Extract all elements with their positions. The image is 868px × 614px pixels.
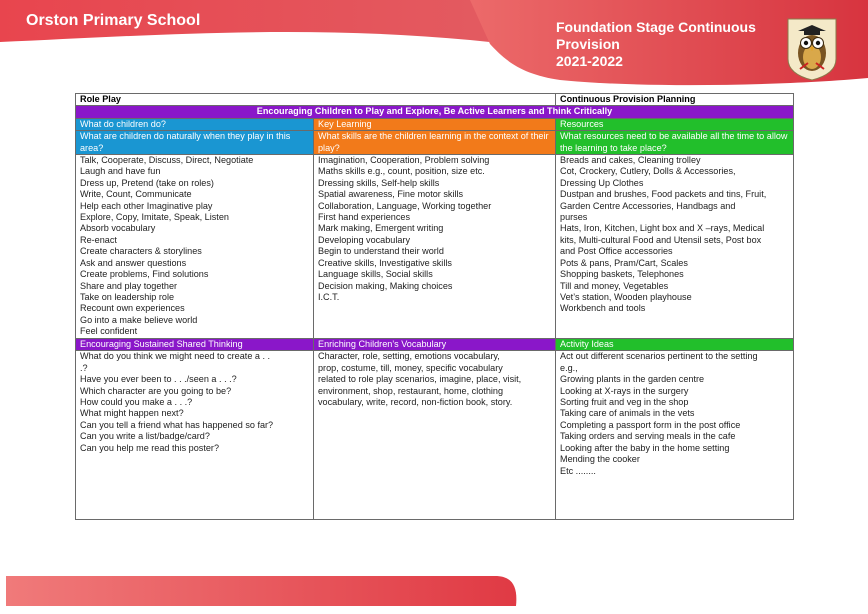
list-item: Character, role, setting, emotions vocabulary, xyxy=(318,351,500,362)
list-item: Vet’s station, Wooden playhouse xyxy=(560,291,692,302)
vocabulary-list xyxy=(318,351,551,408)
list-item: Share and play together xyxy=(80,280,178,291)
list-item: Mending the cooker xyxy=(560,454,640,465)
lower-headings-row xyxy=(76,339,794,351)
key-learning-list xyxy=(318,155,551,303)
list-item: Developing vocabulary xyxy=(318,234,411,245)
resources-list xyxy=(560,155,789,315)
key-learning-cell xyxy=(314,155,556,339)
question-resources: What resources need to be available all the time to allow the learning to take place? xyxy=(556,131,794,155)
list-item: purses xyxy=(560,212,588,223)
list-item: Ask and answer questions xyxy=(80,257,187,268)
list-item: Till and money, Vegetables xyxy=(560,280,669,291)
heading-resources: Resources xyxy=(556,118,794,130)
list-item: Go into a make believe world xyxy=(80,314,198,325)
list-item: kits, Multi-cultural Food and Utensil sets, Post box xyxy=(560,234,762,245)
provision-table xyxy=(75,93,794,520)
list-item: Growing plants in the garden centre xyxy=(560,374,705,385)
list-item: Have you ever been to . . ./seen a . . .? xyxy=(80,374,237,385)
list-item: How could you make a . . .? xyxy=(80,397,193,408)
banner-row xyxy=(76,106,794,118)
list-item: Take on leadership role xyxy=(80,291,175,302)
children-do-list xyxy=(80,155,309,338)
document-title xyxy=(556,19,756,70)
question-children-do: What are children do naturally when they play in this area? xyxy=(76,131,314,155)
list-item: Dressing Up Clothes xyxy=(560,177,644,188)
list-item: Create characters & storylines xyxy=(80,246,202,257)
list-item: e.g., xyxy=(560,362,578,373)
list-item: Hats, Iron, Kitchen, Light box and X –rays, Medical xyxy=(560,223,765,234)
question-key-learning: What skills are the children learning in the context of their play? xyxy=(314,131,556,155)
children-do-cell xyxy=(76,155,314,339)
list-item: Feel confident xyxy=(80,326,138,337)
list-item: What do you think we might need to create a . . xyxy=(80,351,271,362)
school-name: Orston Primary School xyxy=(26,12,201,29)
list-item: Begin to understand their world xyxy=(318,246,444,257)
list-item: Explore, Copy, Imitate, Speak, Listen xyxy=(80,212,229,223)
list-item: prop, costume, till, money, specific vocabulary xyxy=(318,362,503,373)
owl-logo-icon xyxy=(786,17,838,81)
list-item: Write, Count, Communicate xyxy=(80,189,192,200)
area-name: Role Play xyxy=(76,94,556,106)
list-item: Help each other Imaginative play xyxy=(80,200,213,211)
title-line-2: Provision xyxy=(556,36,620,52)
list-item: Cot, Crockery, Cutlery, Dolls & Accessories, xyxy=(560,166,736,177)
list-item: environment, shop, restaurant, home, clothing xyxy=(318,385,504,396)
activities-cell xyxy=(556,351,794,520)
list-item: Etc ........ xyxy=(560,465,596,476)
planning-label: Continuous Provision Planning xyxy=(556,94,794,106)
list-item: Looking at X-rays in the surgery xyxy=(560,385,689,396)
list-item: I.C.T. xyxy=(318,291,340,302)
shared-thinking-list xyxy=(80,351,309,454)
heading-children-do: What do children do? xyxy=(76,118,314,130)
list-item: Sorting fruit and veg in the shop xyxy=(560,397,689,408)
list-item: Recount own experiences xyxy=(80,303,185,314)
list-item: Workbench and tools xyxy=(560,303,646,314)
list-item: Act out different scenarios pertinent to the setting xyxy=(560,351,758,362)
activities-list xyxy=(560,351,789,476)
list-item: Collaboration, Language, Working together xyxy=(318,200,492,211)
list-item: Breads and cakes, Cleaning trolley xyxy=(560,155,701,166)
list-item: Laugh and have fun xyxy=(80,166,161,177)
list-item: Mark making, Emergent writing xyxy=(318,223,444,234)
list-item: and Post Office accessories xyxy=(560,246,673,257)
list-item: Garden Centre Accessories, Handbags and xyxy=(560,200,736,211)
list-item: What might happen next? xyxy=(80,408,184,419)
list-item: related to role play scenarios, imagine, place, visit, xyxy=(318,374,522,385)
table-title-row xyxy=(76,94,794,106)
list-item: Imagination, Cooperation, Problem solving xyxy=(318,155,490,166)
list-item: Taking care of animals in the vets xyxy=(560,408,695,419)
list-item: Can you tell a friend what has happened so far? xyxy=(80,419,274,430)
list-item: Decision making, Making choices xyxy=(318,280,453,291)
list-item: Can you help me read this poster? xyxy=(80,442,220,453)
list-item: Talk, Cooperate, Discuss, Direct, Negotiate xyxy=(80,155,254,166)
list-item: Taking orders and serving meals in the cafe xyxy=(560,431,736,442)
list-item: Maths skills e.g., count, position, size etc. xyxy=(318,166,485,177)
list-item: Re-enact xyxy=(80,234,117,245)
column-headings-row xyxy=(76,118,794,130)
list-item: Looking after the baby in the home setting xyxy=(560,442,730,453)
footer-bar xyxy=(0,572,520,606)
title-line-3: 2021-2022 xyxy=(556,53,623,69)
list-item: Dustpan and brushes, Food packets and tins, Fruit, xyxy=(560,189,767,200)
title-line-1: Foundation Stage Continuous xyxy=(556,19,756,35)
list-item: Dress up, Pretend (take on roles) xyxy=(80,177,214,188)
list-item: Spatial awareness, Fine motor skills xyxy=(318,189,464,200)
list-item: .? xyxy=(80,362,88,373)
list-item: Shopping baskets, Telephones xyxy=(560,269,684,280)
list-item: vocabulary, write, record, non-fiction book, story. xyxy=(318,397,513,408)
list-item: Create problems, Find solutions xyxy=(80,269,209,280)
list-item: First hand experiences xyxy=(318,212,410,223)
list-item: Pots & pans, Pram/Cart, Scales xyxy=(560,257,688,268)
list-item: Creative skills, Investigative skills xyxy=(318,257,452,268)
list-item: Can you write a list/badge/card? xyxy=(80,431,210,442)
list-item: Absorb vocabulary xyxy=(80,223,156,234)
list-item: Language skills, Social skills xyxy=(318,269,433,280)
heading-vocabulary: Enriching Children’s Vocabulary xyxy=(314,339,556,351)
heading-key-learning: Key Learning xyxy=(314,118,556,130)
list-item: Which character are you going to be? xyxy=(80,385,232,396)
vocabulary-cell xyxy=(314,351,556,520)
list-item: Completing a passport form in the post office xyxy=(560,419,741,430)
lower-content-row xyxy=(76,351,794,520)
heading-shared-thinking: Encouraging Sustained Shared Thinking xyxy=(76,339,314,351)
resources-cell xyxy=(556,155,794,339)
upper-content-row xyxy=(76,155,794,339)
list-item: Dressing skills, Self-help skills xyxy=(318,177,440,188)
column-questions-row xyxy=(76,131,794,155)
shared-thinking-cell xyxy=(76,351,314,520)
characteristics-banner: Encouraging Children to Play and Explore, Be Active Learners and Think Critically xyxy=(76,106,794,118)
heading-activity-ideas: Activity Ideas xyxy=(556,339,794,351)
